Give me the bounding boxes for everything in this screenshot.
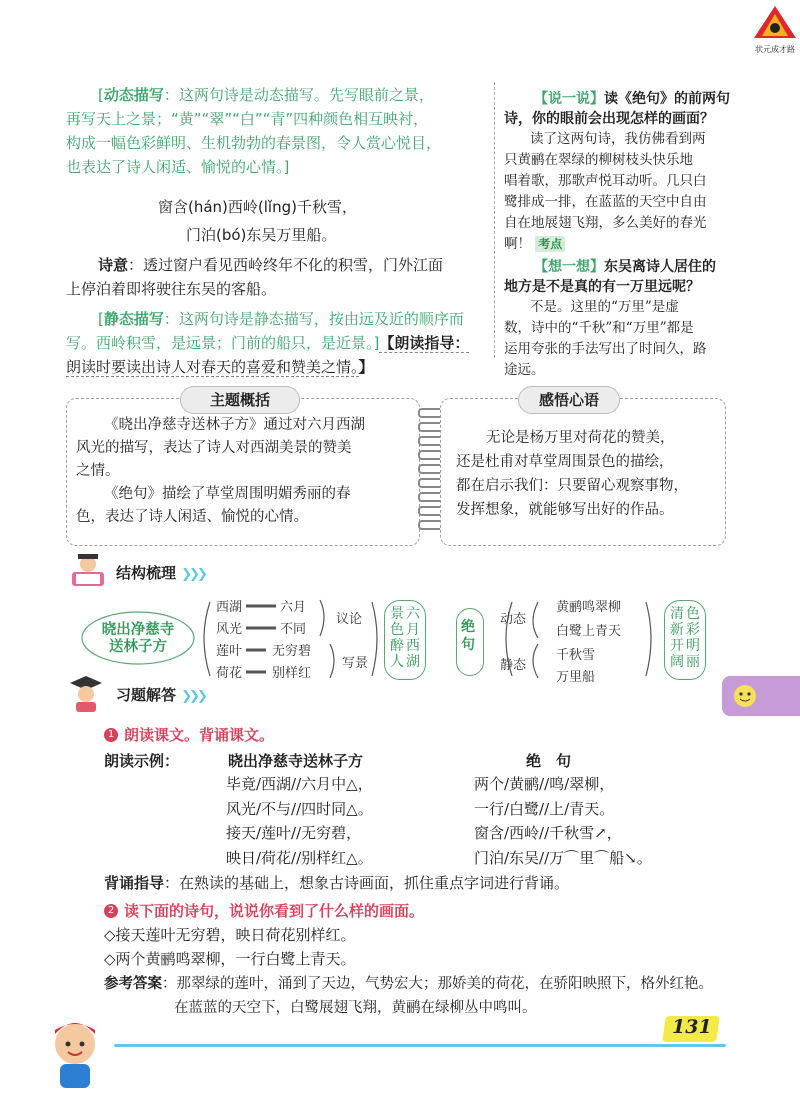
poem2-title: 绝 句 xyxy=(526,752,572,770)
dynamic-label: 动态描写 xyxy=(103,86,164,104)
reading-child-icon xyxy=(68,552,108,588)
poem2-node: 绝句 xyxy=(461,619,475,653)
meaning-label: 诗意 xyxy=(98,256,129,274)
question-1-text: 朗读课文。背诵课文。 xyxy=(124,726,275,744)
page-number: 131 xyxy=(672,1016,712,1038)
caption-qingxin: 清新开阔 xyxy=(670,606,684,670)
static-label: 静态描写 xyxy=(103,310,164,328)
poem1-reading: 毕竟/西湖//六月中△， 风光/不与//四时同△。 接天/莲叶//无穷碧， 映日/荷花//别样红△。 xyxy=(226,775,373,867)
think-label: 【想一想】 xyxy=(534,259,604,275)
poem1-node-line2: 送林子方 xyxy=(109,639,167,655)
exercises-heading: 习题解答 ❯❯❯ xyxy=(116,686,205,704)
question-1-icon: 1 xyxy=(104,728,118,742)
poem1-title: 晓出净慈寺送林子方 xyxy=(228,752,364,770)
caption-jingse: 景色醉人 xyxy=(390,606,404,670)
question-2-icon: 2 xyxy=(104,904,118,918)
graduate-child-icon xyxy=(66,674,106,714)
kaodian-badge: 考点 xyxy=(535,236,565,252)
question-2-text: 读下面的诗句，说说你看到了什么样的画面。 xyxy=(124,902,425,920)
poem-line-b: ◇两个黄鹂鸣翠柳，一行白鹭上青天。 xyxy=(104,950,356,968)
poem-line-1: 窗含(hán)西岭(lǐng)千秋雪， xyxy=(158,198,357,216)
footer-line xyxy=(114,1044,726,1047)
caption-secai: 色彩明丽 xyxy=(686,606,700,670)
poem2-reading: 两个/黄鹂//鸣/翠柳， 一行/白鹭//上/青天。 窗含/西岭//千秋雪↗， 门泊/东吴//万⌒里⌒船↘。 xyxy=(474,775,652,867)
poem1-node-line1: 晓出净慈寺 xyxy=(101,622,175,638)
publisher-logo xyxy=(752,4,798,54)
answer: 参考答案：那翠绿的莲叶，涌到了天边，气势宏大；那娇美的荷花，在骄阳映照下，格外红艳。 xyxy=(104,976,713,992)
binder-rings xyxy=(418,408,442,548)
mascot-icon xyxy=(40,1016,110,1092)
insight-text: 无论是杨万里对荷花的赞美， 还是杜甫对草堂周围景色的描绘， 都在启示我们：只要留心观察事物， 发挥想象，就能够写出好的作品。 xyxy=(456,430,688,518)
insight-title: 感悟心语 xyxy=(518,386,620,414)
mascot-face-icon xyxy=(730,681,760,711)
caption-liuyue: 六月西湖 xyxy=(406,606,420,670)
example-label: 朗读示例： xyxy=(104,752,180,770)
structure-diagram: 晓出净慈寺 送林子方 西湖 六月 风光 不同 议论 莲叶 无穷碧 荷花 别样红 写景 景色醉人 六月西湖 绝句 动态 黄鹂鸣翠柳 白鹭上青天 静态 千秋雪 万里船 清新开阔 色彩明丽 xyxy=(80,592,720,684)
say-label: 【说一说】 xyxy=(534,91,604,107)
guide-label: 朗读指导 xyxy=(394,334,455,352)
logo-text: 状元成才路 xyxy=(755,45,795,54)
recite-guide: 背诵指导：在熟读的基础上，想象古诗画面，抓住重点字词进行背诵。 xyxy=(104,874,570,892)
side-tab xyxy=(722,676,800,716)
poem-line-a: ◇接天莲叶无穷碧，映日荷花别样红。 xyxy=(104,926,356,944)
theme-text: 《晓出净慈寺送林子方》通过对六月西湖 风光的描写，表达了诗人对西湖美景的赞美 之情。 《绝句》描绘了草堂周围明媚秀丽的春 色，表达了诗人闲适、愉悦的心情。 xyxy=(76,417,365,525)
column-divider xyxy=(494,82,495,358)
answer-line-2: 在蓝蓝的天空下，白鹭展翅飞翔，黄鹂在绿柳丛中鸣叫。 xyxy=(174,1000,537,1016)
poem-line-2: 门泊(bó)东吴万里船。 xyxy=(186,226,337,244)
pyramid-logo-icon xyxy=(752,4,798,40)
structure-heading: 结构梳理 ❯❯❯ xyxy=(116,564,205,582)
theme-title: 主题概括 xyxy=(180,386,300,414)
